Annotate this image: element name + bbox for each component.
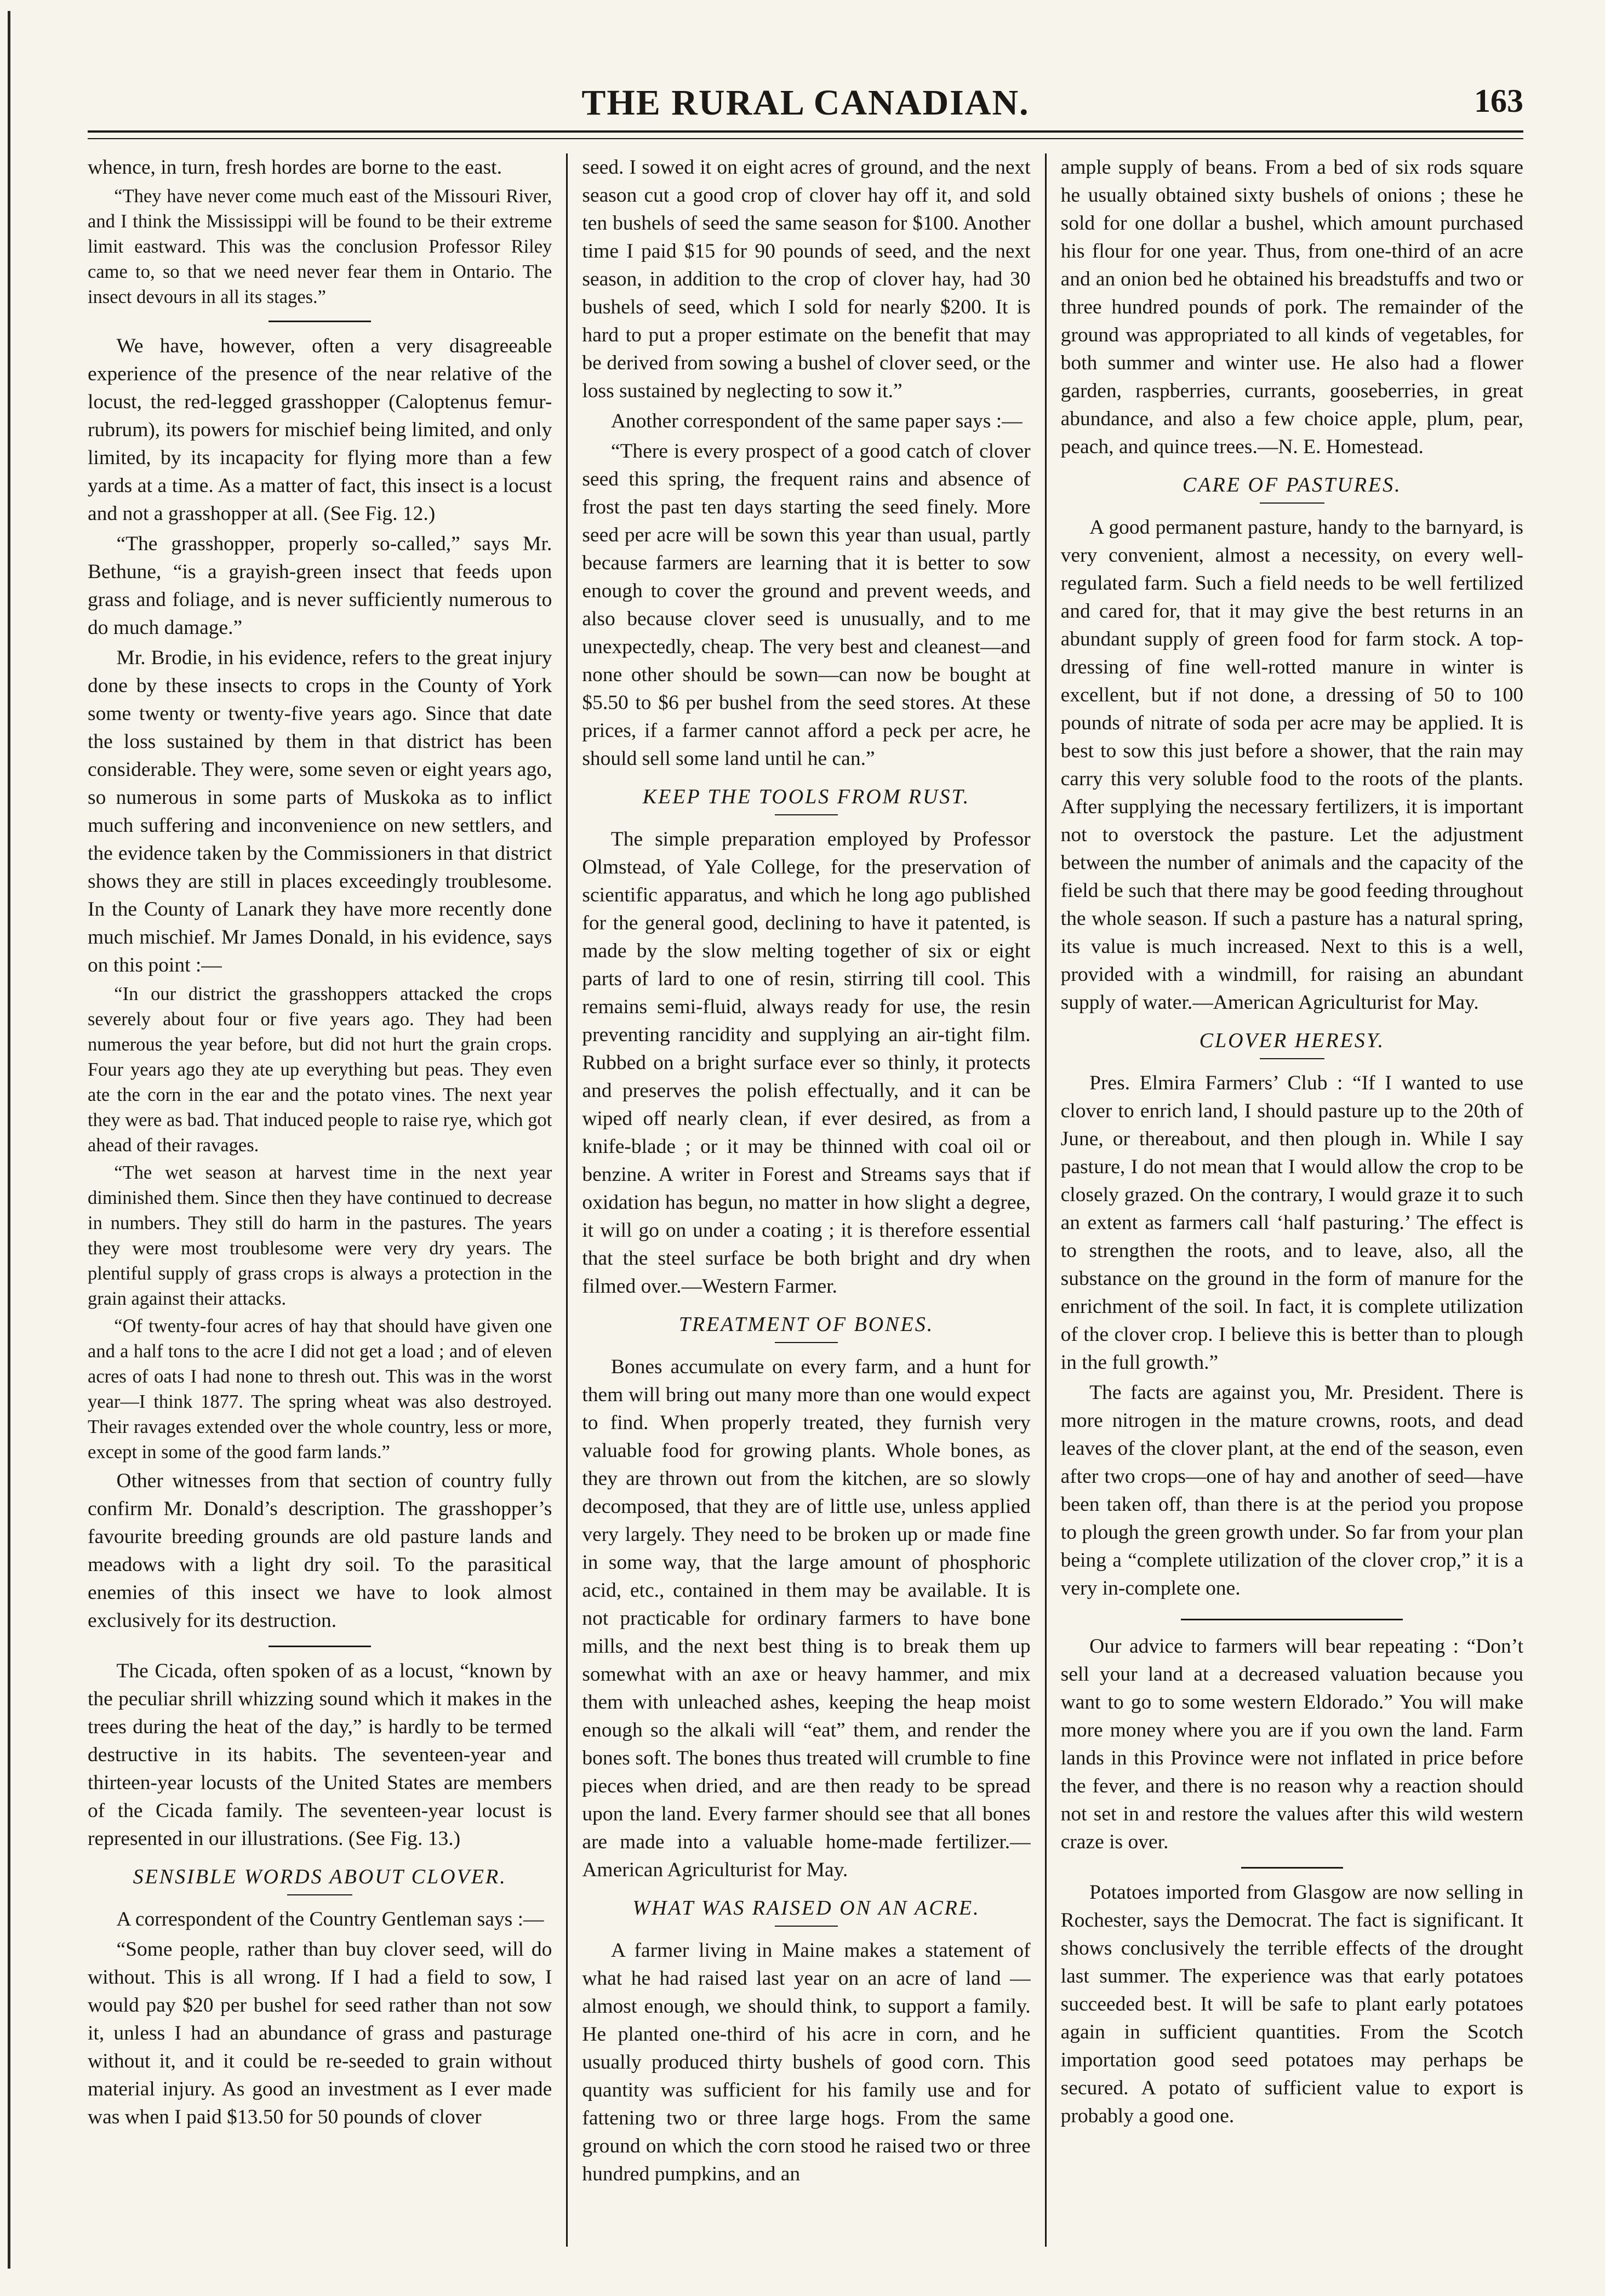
article-paragraph: seed. I sowed it on eight acres of ground, and the next season cut a good crop of clover hay off it, and sold ten bushels of seed the same season for $100. Another time I paid $15 for 90 pounds of seed, and the next season, in addition to the crop of clover hay, had 30 bushels of seed, which I sold for nearly $200. It is hard to put a proper estimate on the benefit that may be derived from sowing a bushel of clover seed, or the loss sustained by neglecting to sow it.” <box>582 156 1031 402</box>
page-number: 163 <box>1474 83 1523 119</box>
section-heading: TREATMENT OF BONES. <box>678 1313 934 1336</box>
header-rule <box>88 130 1523 139</box>
article-columns <box>88 153 1523 2247</box>
section-divider <box>1181 1619 1403 1620</box>
article-paragraph: Mr. Brodie, in his evidence, refers to the great injury done by these insects to crops in the County of York some twenty or twenty-five years ago. Since that date the loss sustained by them in that district has been considerable. They were, some seven or eight years ago, so numerous in some parts of Muskoka as to inflict much suffering and inconvenience on new settlers, and the evidence taken by the Commissioners in that district shows they are still in places exceedingly troublesome. In the County of Lanark they have more recently done much mischief. Mr James Donald, in his evidence, says on this point :— <box>88 647 552 976</box>
quoted-paragraph: “Of twenty-four acres of hay that should have given one and a half tons to the acre I did not get a load ; and of eleven acres of oats I had none to thresh out. This was in the worst year—I think 1877. The spring wheat was also destroyed. Their ravages extended over the whole country, less or more, except in some of the good farm lands.” <box>88 1316 552 1463</box>
section-divider <box>775 1342 838 1343</box>
section-divider <box>1260 1058 1324 1059</box>
column-3 <box>1045 153 1523 2247</box>
article-paragraph: The facts are against you, Mr. President. There is more nitrogen in the mature crowns, roots, and dead leaves of the clover plant, at the end of the season, even after two crops—one of hay and another of seed—have been taken off, than there is at the period you propose to plough the green growth under. So far from your plan being a “complete utilization of the clover crop,” it is a very in-complete one. <box>1060 1381 1523 1600</box>
article-paragraph: “There is every prospect of a good catch of clover seed this spring, the frequent rains and absence of frost the past ten days starting the seed finely. More seed per acre will be sown this year than usual, partly because farmers are learning that it is better to sow enough to cover the ground and prevent weeds, and also because clover seed is unusually, and to me unexpectedly, cheap. The very best and cleanest—and none other should be sown—can now be bought at $5.50 to $6 per bushel from the seed stores. At these prices, if a farmer cannot afford a peck per acre, he should sell some land until he can.” <box>582 440 1031 770</box>
article-paragraph: We have, however, often a very disagreeable experience of the presence of the near relative of the locust, the red-legged grasshopper (Caloptenus femur-rubrum), its powers for mischief being limited, and only limited, by its incapacity for flying more than a few yards at a time. As a matter of fact, this insect is a locust and not a grasshopper at all. (See Fig. 12.) <box>88 335 552 525</box>
section-heading: CLOVER HERESY. <box>1199 1029 1385 1052</box>
article-paragraph: Other witnesses from that section of country fully confirm Mr. Donald’s description. The grasshopper’s favourite breeding grounds are old pasture lands and meadows with a light dry soil. To the parasitical enemies of this insect we have to look almost exclusively for its destruction. <box>88 1470 552 1632</box>
section-divider <box>269 321 370 322</box>
section-divider <box>1260 502 1324 504</box>
section-heading: CARE OF PASTURES. <box>1182 473 1402 496</box>
section-heading: WHAT WAS RAISED ON AN ACRE. <box>632 1897 980 1920</box>
column-1 <box>88 153 566 2247</box>
article-paragraph: The Cicada, often spoken of as a locust, “known by the peculiar shrill whizzing sound which it makes in the trees during the heat of the day,” is hardly to be termed destructive in its habits. The seventeen-year and thirteen-year locusts of the United States are members of the Cicada family. The seventeen-year locust is represented in our illustrations. (See Fig. 13.) <box>88 1660 552 1850</box>
article-paragraph: Another correspondent of the same paper says :— <box>610 410 1023 432</box>
article-paragraph: A correspondent of the Country Gentleman says :— <box>116 1908 544 1931</box>
section-divider <box>1241 1867 1343 1869</box>
quoted-paragraph: “They have never come much east of the Missouri River, and I think the Mississippi will be found to be their extreme limit eastward. This was the conclusion Professor Riley came to, so that we need never fear them in Ontario. The insect devours in all its stages.” <box>88 186 552 307</box>
quoted-paragraph: “In our district the grasshoppers attacked the crops severely about four or five years ago. They had been numerous the year before, but did not hurt the grain crops. Four years ago they ate up everything but peas. They even ate the corn in the ear and the potato vines. The next year they were as bad. That induced people to raise rye, which got ahead of their ravages. <box>88 984 552 1156</box>
article-paragraph: A farmer living in Maine makes a statement of what he had raised last year on an acre of land —almost enough, we should think, to support a family. He planted one-third of his acre in corn, and he usually produced thirty bushels of good corn. This quantity was sufficient for his family use and for fattening two or three large hogs. From the same ground on which the corn stood he raised two or three hundred pumpkins, and an <box>582 1939 1031 2185</box>
column-2 <box>566 153 1044 2247</box>
article-paragraph: “Some people, rather than buy clover seed, will do without. This is all wrong. If I had a field to sow, I would pay $20 per bushel for seed rather than not sow it, unless I had an abundance of grass and pasturage without it, and it could be re-seeded to grain without material injury. As good an investment as I ever made was when I paid $13.50 for 50 pounds of clover <box>88 1938 552 2128</box>
page-edge-rule <box>8 11 10 2269</box>
section-divider <box>269 1646 370 1647</box>
article-paragraph: “The grasshopper, properly so-called,” says Mr. Bethune, “is a grayish-green insect that feeds upon grass and foliage, and is never sufficiently numerous to do much damage.” <box>88 533 552 639</box>
section-divider <box>775 814 838 815</box>
section-divider <box>287 1894 352 1895</box>
article-paragraph: The simple preparation employed by Professor Olmstead, of Yale College, for the preservation of scientific apparatus, and which he long ago published for the general good, declining to have it patented, is made by the slow melting together of six or eight parts of lard to one of resin, stirring till cool. This remains semi-fluid, always ready for use, the resin preventing rancidity and supplying an air-tight film. Rubbed on a bright surface ever so thinly, it protects and preserves the polish effectually, and it can be wiped off nearly clean, if ever desired, as from a knife-blade ; or it may be thinned with coal oil or benzine. A writer in Forest and Streams says that if oxidation has begun, no matter in how slight a degree, it will go on under a coating ; it is therefore essential that the steel surface be both bright and dry when filmed over.—Western Farmer. <box>582 828 1031 1298</box>
newspaper-title: THE RURAL CANADIAN. <box>581 83 1030 123</box>
section-heading: SENSIBLE WORDS ABOUT CLOVER. <box>133 1865 507 1888</box>
article-paragraph: Bones accumulate on every farm, and a hunt for them will bring out many more than one would expect to find. When properly treated, they furnish very valuable food for growing plants. Whole bones, as they are thrown out from the kitchen, are so slowly decomposed, that they are of little use, unless applied very largely. They need to be broken up or made fine in some way, that the large amount of phosphoric acid, etc., contained in them may be available. It is not practicable for ordinary farmers to have bone mills, and the next best thing is to break them up somewhat with an axe or heavy hammer, and mix them with unleached ashes, keeping the heap moist enough so the alkali will “eat” them, and render the bones soft. The bones thus treated will crumble to fine pieces when dried, and are then ready to be spread upon the land. Every farmer should see that all bones are made into a valuable home-made fertilizer.—American Agriculturist for May. <box>582 1356 1031 1881</box>
quoted-paragraph: “The wet season at harvest time in the next year diminished them. Since then they have continued to decrease in numbers. They still do harm in the pastures. The years they were most troublesome were very dry years. The plentiful supply of grass crops is always a protection in the grain against their attacks. <box>88 1162 552 1309</box>
article-paragraph: ample supply of beans. From a bed of six rods square he usually obtained sixty bushels of onions ; these he sold for one dollar a bushel, which amount purchased his flour for one year. Thus, from one-third of an acre and an onion bed he obtained his breadstuffs and two or three hundred pounds of pork. The remainder of the ground was appropriated to all kinds of vegetables, for both summer and winter use. He also had a flower garden, raspberries, currants, gooseberries, in great abundance, and also a few choice apple, plum, pear, peach, and quince trees.—N. E. Homestead. <box>1060 156 1523 458</box>
article-paragraph: whence, in turn, fresh hordes are borne to the east. <box>88 156 502 179</box>
article-paragraph: A good permanent pasture, handy to the barnyard, is very convenient, almost a necessity, on every well-regulated farm. Such a field needs to be well fertilized and cared for, that it may give the best returns in an abundant supply of green food for farm stock. A top-dressing of fine well-rotted manure in winter is excellent, but if not done, a dressing of 50 to 100 pounds of nitrate of soda per acre may be applied. It is best to sow this just before a shower, that the rain may carry this very soluble food to the roots of the plants. After supplying the necessary fertilizers, it is important not to overstock the pasture. Let the adjustment between the number of animals and the capacity of the field be such that there may be good feeding throughout the whole season. If such a pasture has a natural spring, its value is much increased. Next to this is a well, provided with a windmill, for raising an abundant supply of water.—American Agriculturist for May. <box>1060 516 1523 1014</box>
article-paragraph: Potatoes imported from Glasgow are now selling in Rochester, says the Democrat. The fact is significant. It shows conclusively the terrible effects of the drought last summer. The experience was that early potatoes succeeded best. It will be safe to plant early potatoes again in sufficient quantities. From the Scotch importation good seed potatoes may perhaps be secured. A potato of sufficient value to export is probably a good one. <box>1060 1881 1523 2127</box>
article-paragraph: Our advice to farmers will bear repeating : “Don’t sell your land at a decreased valuation because you want to go to some western Eldorado.” You will make more money where you are if you own the land. Farm lands in this Province were not inflated in price before the fever, and there is no reason why a reaction should not set in and restore the values after this wild western craze is over. <box>1060 1635 1523 1853</box>
section-divider <box>775 1926 838 1927</box>
article-paragraph: Pres. Elmira Farmers’ Club : “If I wanted to use clover to enrich land, I should pasture up to the 20th of June, or thereabout, and then plough in. While I say pasture, I do not mean that I would allow the crop to be closely grazed. On the contrary, I would graze it to such an extent as farmers call ‘half pasturing.’ The effect is to strengthen the roots, and to leave, also, all the substance on the ground in the form of manure for the enrichment of the soil. In fact, it is complete utilization of the clover crop. I believe this is better than to plough in the full growth.” <box>1060 1072 1523 1374</box>
section-heading: KEEP THE TOOLS FROM RUST. <box>642 785 970 808</box>
